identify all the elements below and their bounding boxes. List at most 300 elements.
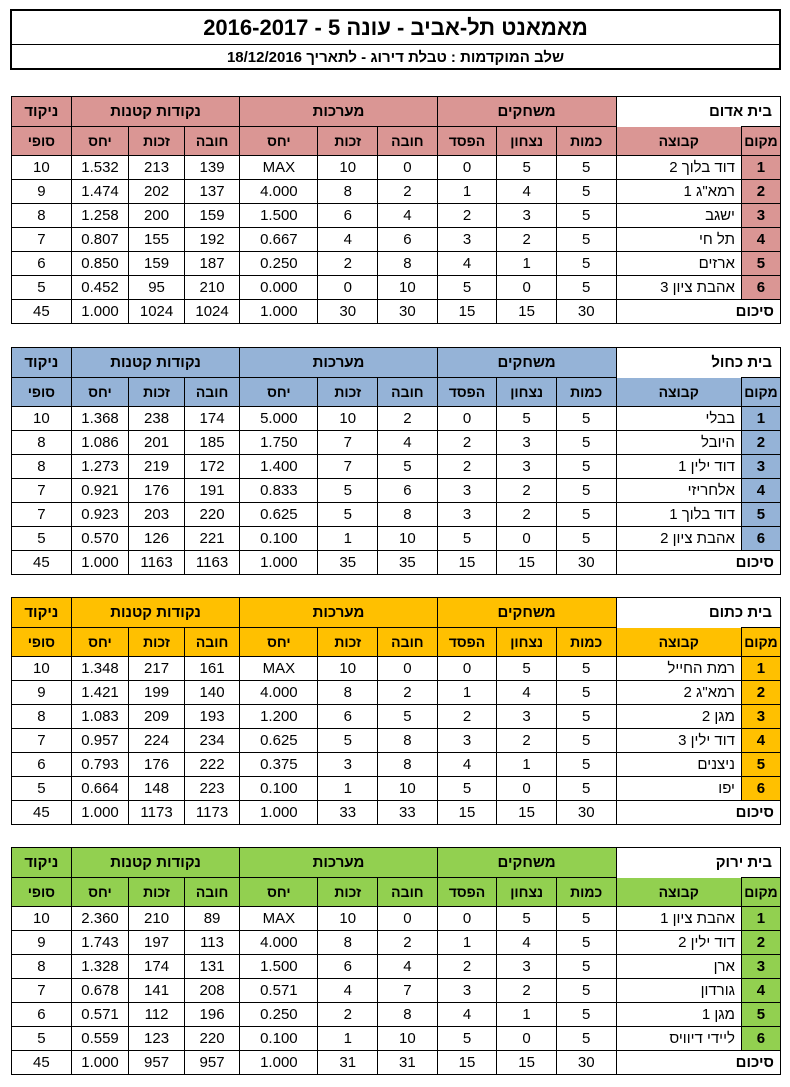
summary-losses-cell: 15	[437, 1051, 497, 1075]
points-for-header: זכות	[129, 127, 185, 156]
losses-cell: 4	[437, 252, 497, 276]
group-title: בית כחול	[616, 348, 780, 378]
final-header: סופי	[12, 878, 72, 907]
sets-against-header: חובה	[378, 378, 438, 407]
count-cell: 5	[556, 180, 616, 204]
count-cell: 5	[556, 228, 616, 252]
games-group-header: משחקים	[437, 348, 616, 378]
losses-cell: 3	[437, 228, 497, 252]
wins-cell: 0	[497, 527, 557, 551]
count-header: כמות	[556, 378, 616, 407]
team-name-cell: תל חי	[616, 228, 741, 252]
games-group-header: משחקים	[437, 97, 616, 127]
pts-against-cell: 208	[184, 979, 240, 1003]
count-header: כמות	[556, 878, 616, 907]
losses-cell: 3	[437, 979, 497, 1003]
score-header: ניקוד	[12, 848, 72, 878]
pts-ratio-cell: 0.452	[71, 276, 129, 300]
pts-for-cell: 199	[129, 681, 185, 705]
summary-sets-ratio-cell: 1.000	[240, 801, 318, 825]
sets-against-cell: 4	[378, 204, 438, 228]
losses-cell: 2	[437, 431, 497, 455]
wins-cell: 5	[497, 657, 557, 681]
table-row	[12, 1003, 781, 1027]
rank-cell: 1	[741, 657, 780, 681]
table-row	[12, 407, 781, 431]
final-cell: 8	[12, 705, 72, 729]
rank-cell: 4	[741, 729, 780, 753]
pts-for-cell: 210	[129, 907, 185, 931]
sets-for-cell: 6	[318, 204, 378, 228]
points-against-header: חובה	[184, 378, 240, 407]
wins-cell: 3	[497, 455, 557, 479]
count-cell: 5	[556, 503, 616, 527]
final-cell: 5	[12, 276, 72, 300]
team-header: קבוצה	[616, 878, 741, 907]
count-header: כמות	[556, 127, 616, 156]
sets-for-cell: 6	[318, 955, 378, 979]
sets-ratio-cell: 0.250	[240, 252, 318, 276]
standings-table	[11, 847, 781, 1075]
sets-against-cell: 5	[378, 705, 438, 729]
pts-against-cell: 220	[184, 1027, 240, 1051]
table-row	[12, 1027, 781, 1051]
losses-cell: 4	[437, 1003, 497, 1027]
summary-sets-against-cell: 31	[378, 1051, 438, 1075]
losses-cell: 0	[437, 657, 497, 681]
points-against-header: חובה	[184, 878, 240, 907]
table-row	[12, 907, 781, 931]
rank-cell: 2	[741, 681, 780, 705]
rank-cell: 6	[741, 276, 780, 300]
pts-against-cell: 172	[184, 455, 240, 479]
pts-for-cell: 126	[129, 527, 185, 551]
points-against-header: חובה	[184, 628, 240, 657]
sets-ratio-cell: 4.000	[240, 931, 318, 955]
count-cell: 5	[556, 407, 616, 431]
table-row	[12, 455, 781, 479]
sets-for-cell: 7	[318, 455, 378, 479]
sets-for-cell: 2	[318, 252, 378, 276]
sets-ratio-cell: 0.667	[240, 228, 318, 252]
count-cell: 5	[556, 907, 616, 931]
losses-cell: 4	[437, 753, 497, 777]
pts-against-cell: 220	[184, 503, 240, 527]
final-cell: 7	[12, 228, 72, 252]
pts-ratio-cell: 1.532	[71, 156, 129, 180]
pts-against-cell: 185	[184, 431, 240, 455]
sets-ratio-cell: 5.000	[240, 407, 318, 431]
wins-header: נצחון	[497, 127, 557, 156]
losses-cell: 3	[437, 503, 497, 527]
losses-cell: 0	[437, 907, 497, 931]
rank-cell: 3	[741, 705, 780, 729]
wins-cell: 4	[497, 180, 557, 204]
table-row	[12, 753, 781, 777]
sets-for-cell: 7	[318, 431, 378, 455]
pts-for-cell: 213	[129, 156, 185, 180]
pts-for-cell: 155	[129, 228, 185, 252]
pts-for-cell: 197	[129, 931, 185, 955]
sets-against-header: חובה	[378, 628, 438, 657]
sets-ratio-cell: MAX	[240, 156, 318, 180]
pts-ratio-cell: 0.793	[71, 753, 129, 777]
team-name-cell: דוד ילין 2	[616, 931, 741, 955]
points-ratio-header: יחס	[71, 878, 129, 907]
wins-cell: 5	[497, 907, 557, 931]
table-row	[12, 777, 781, 801]
pts-ratio-cell: 1.258	[71, 204, 129, 228]
rank-cell: 5	[741, 1003, 780, 1027]
wins-header: נצחון	[497, 378, 557, 407]
summary-count-cell: 30	[556, 801, 616, 825]
summary-sets-against-cell: 35	[378, 551, 438, 575]
sets-against-cell: 7	[378, 979, 438, 1003]
sets-ratio-cell: 0.250	[240, 1003, 318, 1027]
table-row	[12, 527, 781, 551]
team-name-cell: ישגב	[616, 204, 741, 228]
team-name-cell: מגן 1	[616, 1003, 741, 1027]
sets-ratio-cell: 1.500	[240, 955, 318, 979]
sets-against-cell: 2	[378, 931, 438, 955]
pts-ratio-cell: 0.570	[71, 527, 129, 551]
pts-against-cell: 193	[184, 705, 240, 729]
summary-label: סיכום	[616, 300, 780, 324]
team-header: קבוצה	[616, 628, 741, 657]
summary-losses-cell: 15	[437, 551, 497, 575]
sets-against-cell: 6	[378, 228, 438, 252]
pts-for-cell: 123	[129, 1027, 185, 1051]
sets-for-cell: 0	[318, 276, 378, 300]
losses-cell: 1	[437, 931, 497, 955]
pts-ratio-cell: 0.664	[71, 777, 129, 801]
losses-cell: 3	[437, 479, 497, 503]
count-cell: 5	[556, 276, 616, 300]
sets-ratio-cell: 0.100	[240, 527, 318, 551]
wins-cell: 2	[497, 228, 557, 252]
sets-for-cell: 8	[318, 681, 378, 705]
sets-ratio-cell: 0.375	[240, 753, 318, 777]
summary-sets-for-cell: 30	[318, 300, 378, 324]
pts-against-cell: 139	[184, 156, 240, 180]
count-cell: 5	[556, 979, 616, 1003]
rank-cell: 5	[741, 503, 780, 527]
place-header: מקום	[741, 378, 780, 407]
place-header: מקום	[741, 127, 780, 156]
pts-for-cell: 209	[129, 705, 185, 729]
rank-cell: 4	[741, 228, 780, 252]
page-title: מאמאנט תל-אביב - עונה 5 - 2016-2017	[12, 11, 779, 45]
sets-for-cell: 1	[318, 527, 378, 551]
summary-sets-for-cell: 31	[318, 1051, 378, 1075]
group-header-row	[12, 598, 781, 628]
count-cell: 5	[556, 479, 616, 503]
count-cell: 5	[556, 777, 616, 801]
sets-for-cell: 3	[318, 753, 378, 777]
losses-cell: 2	[437, 455, 497, 479]
team-name-cell: גורדון	[616, 979, 741, 1003]
sets-for-cell: 10	[318, 907, 378, 931]
pts-for-cell: 148	[129, 777, 185, 801]
wins-cell: 0	[497, 276, 557, 300]
losses-cell: 5	[437, 1027, 497, 1051]
table-row	[12, 252, 781, 276]
standings-table	[11, 347, 781, 575]
summary-count-cell: 30	[556, 551, 616, 575]
losses-cell: 2	[437, 204, 497, 228]
summary-label: סיכום	[616, 1051, 780, 1075]
final-header: סופי	[12, 628, 72, 657]
sets-ratio-cell: 1.400	[240, 455, 318, 479]
wins-cell: 3	[497, 431, 557, 455]
sets-ratio-cell: 4.000	[240, 180, 318, 204]
sets-for-cell: 8	[318, 931, 378, 955]
count-cell: 5	[556, 657, 616, 681]
points-ratio-header: יחס	[71, 628, 129, 657]
pts-against-cell: 187	[184, 252, 240, 276]
losses-cell: 1	[437, 180, 497, 204]
final-cell: 5	[12, 1027, 72, 1051]
final-cell: 9	[12, 681, 72, 705]
group-title: בית כתום	[616, 598, 780, 628]
wins-cell: 0	[497, 777, 557, 801]
table-row	[12, 204, 781, 228]
summary-sets-ratio-cell: 1.000	[240, 551, 318, 575]
wins-cell: 5	[497, 156, 557, 180]
final-cell: 6	[12, 753, 72, 777]
sets-against-cell: 8	[378, 503, 438, 527]
column-header-row	[12, 878, 781, 907]
pts-for-cell: 224	[129, 729, 185, 753]
sets-for-header: זכות	[318, 628, 378, 657]
final-cell: 7	[12, 479, 72, 503]
pts-ratio-cell: 0.923	[71, 503, 129, 527]
points-group-header: נקודות קטנות	[71, 348, 240, 378]
summary-row	[12, 300, 781, 324]
team-name-cell: דוד בלוך 1	[616, 503, 741, 527]
sets-ratio-cell: 0.571	[240, 979, 318, 1003]
count-cell: 5	[556, 955, 616, 979]
place-header: מקום	[741, 628, 780, 657]
final-cell: 10	[12, 407, 72, 431]
standings-table	[11, 96, 781, 324]
sets-for-cell: 10	[318, 407, 378, 431]
rank-cell: 2	[741, 180, 780, 204]
summary-row	[12, 801, 781, 825]
final-cell: 10	[12, 657, 72, 681]
table-row	[12, 228, 781, 252]
pts-ratio-cell: 0.559	[71, 1027, 129, 1051]
summary-pts-for-cell: 1024	[129, 300, 185, 324]
pts-for-cell: 176	[129, 753, 185, 777]
pts-against-cell: 140	[184, 681, 240, 705]
wins-cell: 2	[497, 729, 557, 753]
pts-for-cell: 159	[129, 252, 185, 276]
table-row	[12, 955, 781, 979]
summary-pts-against-cell: 1173	[184, 801, 240, 825]
summary-final-cell: 45	[12, 551, 72, 575]
summary-pts-for-cell: 1173	[129, 801, 185, 825]
pts-against-cell: 159	[184, 204, 240, 228]
pts-for-cell: 238	[129, 407, 185, 431]
points-for-header: זכות	[129, 878, 185, 907]
count-cell: 5	[556, 729, 616, 753]
wins-cell: 5	[497, 407, 557, 431]
wins-cell: 3	[497, 955, 557, 979]
sets-against-cell: 0	[378, 657, 438, 681]
points-for-header: זכות	[129, 378, 185, 407]
sets-against-cell: 6	[378, 479, 438, 503]
sets-for-header: זכות	[318, 378, 378, 407]
summary-count-cell: 30	[556, 1051, 616, 1075]
wins-cell: 1	[497, 1003, 557, 1027]
pts-against-cell: 161	[184, 657, 240, 681]
rank-cell: 6	[741, 527, 780, 551]
sets-group-header: מערכות	[240, 598, 437, 628]
sets-ratio-cell: 0.100	[240, 777, 318, 801]
count-cell: 5	[556, 431, 616, 455]
sets-ratio-cell: 1.500	[240, 204, 318, 228]
rank-cell: 2	[741, 431, 780, 455]
rank-cell: 6	[741, 1027, 780, 1051]
summary-sets-for-cell: 35	[318, 551, 378, 575]
points-ratio-header: יחס	[71, 127, 129, 156]
summary-wins-cell: 15	[497, 1051, 557, 1075]
losses-cell: 3	[437, 729, 497, 753]
table-row	[12, 156, 781, 180]
pts-for-cell: 217	[129, 657, 185, 681]
final-cell: 7	[12, 979, 72, 1003]
summary-wins-cell: 15	[497, 801, 557, 825]
summary-pts-ratio-cell: 1.000	[71, 1051, 129, 1075]
summary-pts-against-cell: 1024	[184, 300, 240, 324]
sets-against-header: חובה	[378, 878, 438, 907]
final-cell: 5	[12, 777, 72, 801]
score-header: ניקוד	[12, 97, 72, 127]
sets-for-cell: 6	[318, 705, 378, 729]
pts-ratio-cell: 1.421	[71, 681, 129, 705]
summary-losses-cell: 15	[437, 801, 497, 825]
count-cell: 5	[556, 681, 616, 705]
final-cell: 10	[12, 156, 72, 180]
sets-against-cell: 10	[378, 777, 438, 801]
team-name-cell: ניצנים	[616, 753, 741, 777]
page-subtitle: שלב המוקדמות : טבלת דירוג - לתאריך 18/12/2016	[226, 49, 565, 66]
pts-ratio-cell: 0.678	[71, 979, 129, 1003]
table-row	[12, 931, 781, 955]
final-cell: 6	[12, 252, 72, 276]
sets-for-cell: 1	[318, 1027, 378, 1051]
sets-ratio-cell: 0.000	[240, 276, 318, 300]
sets-for-header: זכות	[318, 127, 378, 156]
final-cell: 10	[12, 907, 72, 931]
rank-cell: 2	[741, 931, 780, 955]
sets-ratio-header: יחס	[240, 878, 318, 907]
score-header: ניקוד	[12, 598, 72, 628]
team-name-cell: רמא"ג 2	[616, 681, 741, 705]
team-name-cell: אלחריזי	[616, 479, 741, 503]
count-cell: 5	[556, 252, 616, 276]
sets-ratio-header: יחס	[240, 127, 318, 156]
summary-sets-ratio-cell: 1.000	[240, 300, 318, 324]
count-cell: 5	[556, 1003, 616, 1027]
final-cell: 8	[12, 955, 72, 979]
sets-ratio-cell: 1.750	[240, 431, 318, 455]
sets-group-header: מערכות	[240, 348, 437, 378]
sets-ratio-header: יחס	[240, 378, 318, 407]
sets-group-header: מערכות	[240, 97, 437, 127]
pts-for-cell: 112	[129, 1003, 185, 1027]
sets-ratio-cell: 0.625	[240, 729, 318, 753]
points-ratio-header: יחס	[71, 378, 129, 407]
sets-for-cell: 8	[318, 180, 378, 204]
summary-pts-for-cell: 1163	[129, 551, 185, 575]
sets-against-cell: 8	[378, 1003, 438, 1027]
pts-against-cell: 234	[184, 729, 240, 753]
pts-for-cell: 95	[129, 276, 185, 300]
losses-cell: 0	[437, 156, 497, 180]
table-row	[12, 729, 781, 753]
sets-for-cell: 4	[318, 979, 378, 1003]
sets-for-cell: 10	[318, 156, 378, 180]
team-name-cell: אהבת ציון 1	[616, 907, 741, 931]
points-group-header: נקודות קטנות	[71, 598, 240, 628]
pts-against-cell: 89	[184, 907, 240, 931]
wins-cell: 2	[497, 503, 557, 527]
pts-against-cell: 222	[184, 753, 240, 777]
table-row	[12, 705, 781, 729]
wins-cell: 4	[497, 931, 557, 955]
rank-cell: 5	[741, 753, 780, 777]
pts-ratio-cell: 1.743	[71, 931, 129, 955]
column-header-row	[12, 127, 781, 156]
rank-cell: 3	[741, 204, 780, 228]
team-name-cell: מגן 2	[616, 705, 741, 729]
sets-against-cell: 2	[378, 681, 438, 705]
sets-for-cell: 2	[318, 1003, 378, 1027]
page-header	[10, 9, 781, 70]
count-cell: 5	[556, 705, 616, 729]
final-cell: 6	[12, 1003, 72, 1027]
rank-cell: 1	[741, 407, 780, 431]
sets-ratio-cell: 0.100	[240, 1027, 318, 1051]
table-row	[12, 180, 781, 204]
pts-ratio-cell: 1.368	[71, 407, 129, 431]
sets-against-cell: 4	[378, 431, 438, 455]
table-row	[12, 479, 781, 503]
table-row	[12, 276, 781, 300]
wins-cell: 3	[497, 204, 557, 228]
team-name-cell: רמא"ג 1	[616, 180, 741, 204]
summary-pts-against-cell: 957	[184, 1051, 240, 1075]
wins-cell: 1	[497, 753, 557, 777]
summary-wins-cell: 15	[497, 300, 557, 324]
summary-sets-for-cell: 33	[318, 801, 378, 825]
sets-ratio-cell: MAX	[240, 907, 318, 931]
sets-for-cell: 5	[318, 479, 378, 503]
losses-cell: 0	[437, 407, 497, 431]
pts-ratio-cell: 0.957	[71, 729, 129, 753]
pts-ratio-cell: 1.273	[71, 455, 129, 479]
pts-for-cell: 200	[129, 204, 185, 228]
pts-ratio-cell: 0.807	[71, 228, 129, 252]
pts-against-cell: 192	[184, 228, 240, 252]
summary-label: סיכום	[616, 551, 780, 575]
pts-ratio-cell: 0.921	[71, 479, 129, 503]
pts-ratio-cell: 1.083	[71, 705, 129, 729]
sets-for-cell: 1	[318, 777, 378, 801]
wins-cell: 0	[497, 1027, 557, 1051]
